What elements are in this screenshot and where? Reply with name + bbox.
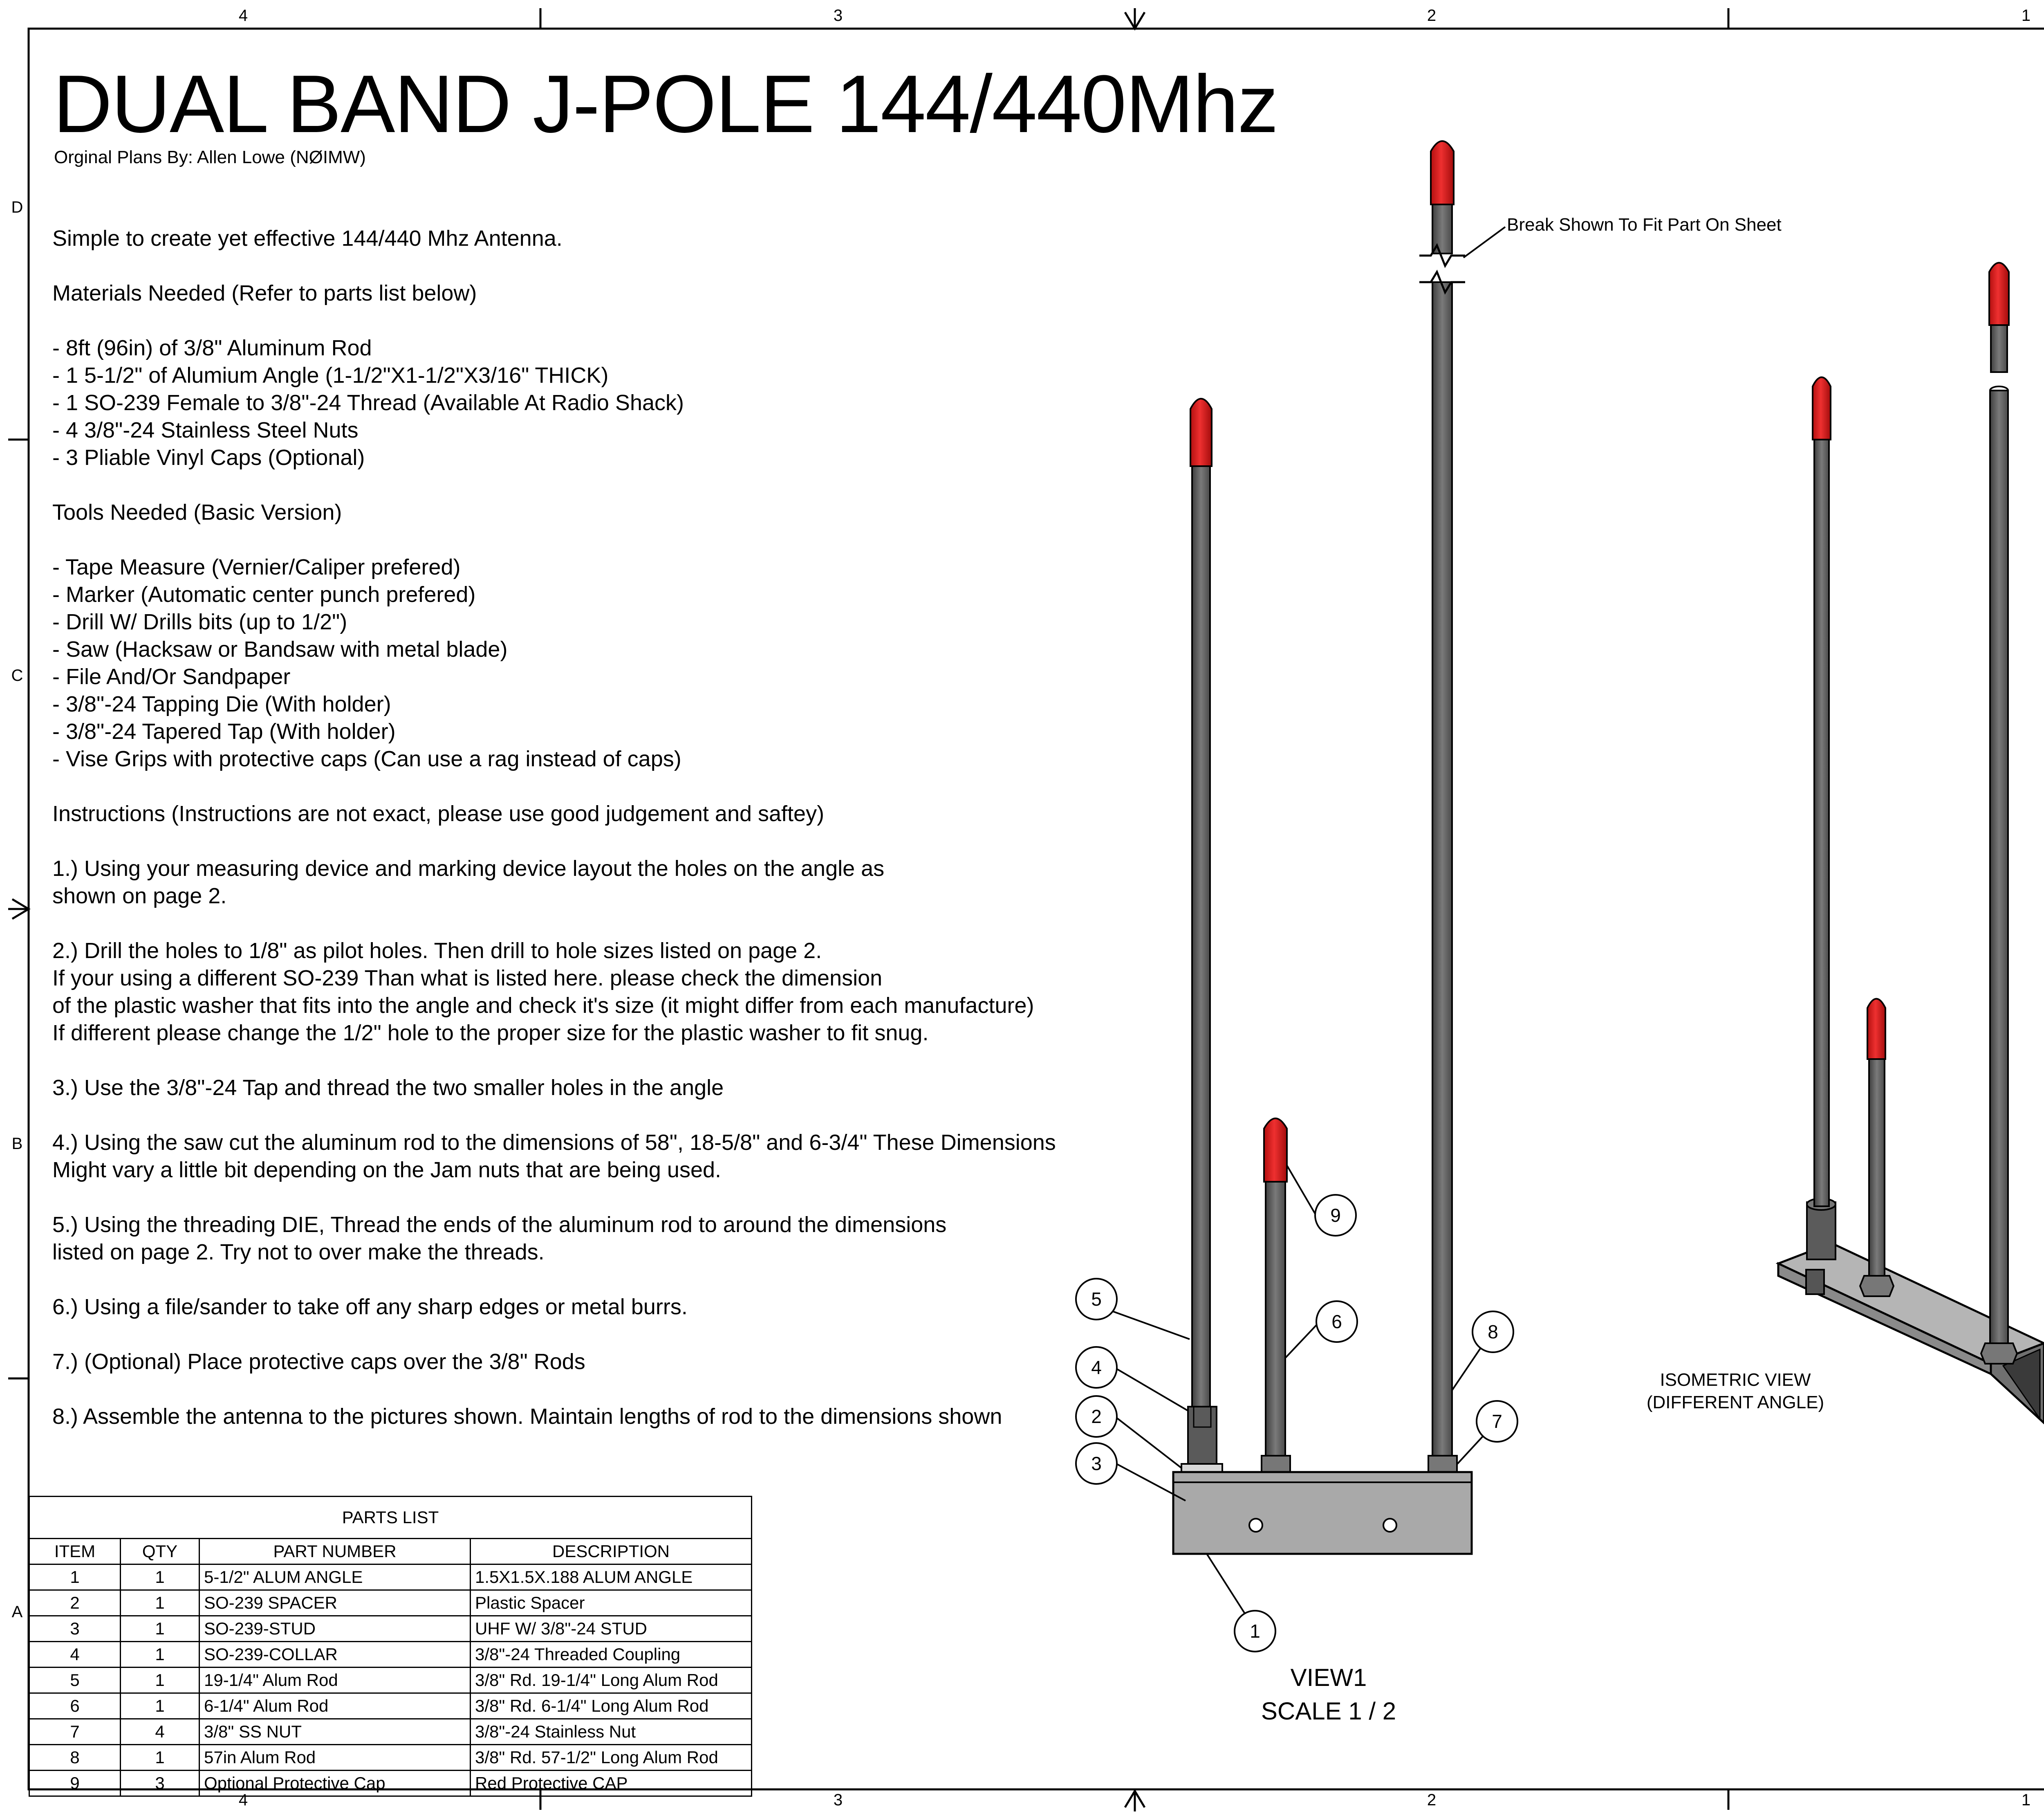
cell-part-number: 5-1/2" ALUM ANGLE: [199, 1564, 471, 1590]
cell-item: 8: [29, 1745, 121, 1771]
callout-2: 2: [1075, 1395, 1118, 1438]
callout-9: 9: [1314, 1194, 1357, 1237]
note-line: shown on page 2.: [52, 884, 227, 908]
note-line: 3.) Use the 3/8"-24 Tap and thread the two smaller holes in the angle: [52, 1075, 724, 1100]
cell-qty: 1: [121, 1616, 199, 1642]
note-line: 8.) Assemble the antenna to the pictures shown. Maintain lengths of rod to the dimensions shown: [52, 1404, 1002, 1429]
cell-part-number: Optional Protective Cap: [199, 1771, 471, 1796]
note-line: listed on page 2. Try not to over make the threads.: [52, 1240, 545, 1264]
cell-item: 4: [29, 1642, 121, 1668]
cell-item: 7: [29, 1719, 121, 1745]
cell-part-number: 6-1/4" Alum Rod: [199, 1693, 471, 1719]
cell-description: Plastic Spacer: [471, 1590, 752, 1616]
note-line: If different please change the 1/2" hole to the proper size for the plastic washer to fit snug.: [52, 1021, 929, 1045]
callout-5: 5: [1075, 1278, 1118, 1320]
note-line: Materials Needed (Refer to parts list below): [52, 281, 477, 305]
cell-item: 9: [29, 1771, 121, 1796]
view-label: VIEW1: [1290, 1664, 1367, 1691]
note-line: - 1 5-1/2" of Alumium Angle (1-1/2"X1-1/2"X3/16" THICK): [52, 363, 609, 388]
zone-col-2-bottom: 2: [1427, 1791, 1437, 1809]
zone-col-4-top: 4: [238, 7, 248, 25]
cell-item: 3: [29, 1616, 121, 1642]
iso-rod-6-quarter: [1869, 1057, 1885, 1278]
zone-row-a-left: A: [11, 1603, 23, 1621]
iso-rod-6-quarter-cap: [1867, 999, 1885, 1059]
iso-long-rod: [1990, 391, 2008, 1343]
cell-part-number: 57in Alum Rod: [199, 1745, 471, 1771]
iso-long-rod-top: [1991, 323, 2007, 372]
callout-6: 6: [1316, 1300, 1358, 1343]
zone-row-c-left: C: [11, 667, 23, 685]
iso-rod-19-quarter-cap: [1813, 377, 1831, 440]
note-line: 7.) (Optional) Place protective caps over the 3/8" Rods: [52, 1349, 585, 1374]
cell-qty: 1: [121, 1642, 199, 1668]
zone-col-3-top: 3: [833, 7, 843, 25]
cell-description: 3/8"-24 Threaded Coupling: [471, 1642, 752, 1668]
cell-part-number: 19-1/4" Alum Rod: [199, 1668, 471, 1693]
note-line: - Saw (Hacksaw or Bandsaw with metal blade): [52, 637, 508, 662]
note-line: - 3/8"-24 Tapered Tap (With holder): [52, 719, 396, 744]
parts-list-caption: PARTS LIST: [29, 1497, 752, 1539]
col-header-item: ITEM: [29, 1539, 121, 1564]
note-line: 1.) Using your measuring device and marking device layout the holes on the angle as: [52, 856, 885, 881]
cell-description: 3/8" Rd. 6-1/4" Long Alum Rod: [471, 1693, 752, 1719]
cell-item: 2: [29, 1590, 121, 1616]
cell-description: UHF W/ 3/8"-24 STUD: [471, 1616, 752, 1642]
cell-description: Red Protective CAP: [471, 1771, 752, 1796]
callout-3: 3: [1075, 1442, 1118, 1485]
note-line: - 4 3/8"-24 Stainless Steel Nuts: [52, 418, 359, 442]
cell-part-number: SO-239 SPACER: [199, 1590, 471, 1616]
iso-long-rod-cap: [1989, 263, 2009, 325]
iso-nut: [1860, 1276, 1894, 1296]
note-line: 5.) Using the threading DIE, Thread the ends of the aluminum rod to around the dimensions: [52, 1212, 947, 1237]
note-line: 6.) Using a file/sander to take off any sharp edges or metal burrs.: [52, 1295, 688, 1319]
note-line: 4.) Using the saw cut the aluminum rod to the dimensions of 58", 18-5/8" and 6-3/4" These Dimensions: [52, 1130, 1056, 1155]
iso-rod-19-quarter: [1814, 438, 1829, 1206]
note-line: - Vise Grips with protective caps (Can use a rag instead of caps): [52, 747, 681, 771]
note-line: - File And/Or Sandpaper: [52, 664, 291, 689]
cell-qty: 1: [121, 1564, 199, 1590]
note-line: - 8ft (96in) of 3/8" Aluminum Rod: [52, 336, 372, 360]
cell-qty: 4: [121, 1719, 199, 1745]
cell-qty: 3: [121, 1771, 199, 1796]
note-line: - Marker (Automatic center punch prefered): [52, 582, 476, 607]
cell-qty: 1: [121, 1590, 199, 1616]
cell-description: 3/8" Rd. 19-1/4" Long Alum Rod: [471, 1668, 752, 1693]
cell-item: 5: [29, 1668, 121, 1693]
cell-item: 6: [29, 1693, 121, 1719]
col-header-qty: QTY: [121, 1539, 199, 1564]
zone-row-b-left: B: [11, 1135, 23, 1153]
col-header-part-number: PART NUMBER: [199, 1539, 471, 1564]
zone-row-d-left: D: [11, 198, 23, 216]
scale-label: SCALE 1 / 2: [1261, 1697, 1396, 1725]
break-note: Break Shown To Fit Part On Sheet: [1507, 215, 1782, 235]
note-line: Might vary a little bit depending on the Jam nuts that are being used.: [52, 1158, 722, 1182]
cell-qty: 1: [121, 1693, 199, 1719]
cell-part-number: 3/8" SS NUT: [199, 1719, 471, 1745]
callout-1: 1: [1234, 1610, 1276, 1652]
credit-line: Orginal Plans By: Allen Lowe (NØIMW): [54, 147, 366, 167]
cell-part-number: SO-239-STUD: [199, 1616, 471, 1642]
note-line: of the plastic washer that fits into the angle and check it's size (it might differ from each manufacture): [52, 993, 1034, 1018]
zone-col-4-bottom: 4: [238, 1791, 248, 1809]
callout-8: 8: [1472, 1311, 1514, 1353]
iso-label-line2: (DIFFERENT ANGLE): [1646, 1392, 1824, 1412]
page-title: DUAL BAND J-POLE 144/440Mhz: [53, 58, 1278, 150]
note-line: If your using a different SO-239 Than what is listed here. please check the dimension: [52, 966, 883, 990]
cell-description: 3/8"-24 Stainless Nut: [471, 1719, 752, 1745]
note-line: 2.) Drill the holes to 1/8" as pilot holes. Then drill to hole sizes listed on page 2.: [52, 938, 822, 963]
note-line: Simple to create yet effective 144/440 Mhz Antenna.: [52, 226, 563, 251]
zone-col-2-top: 2: [1427, 7, 1437, 25]
callout-7: 7: [1476, 1400, 1518, 1443]
note-line: - 3/8"-24 Tapping Die (With holder): [52, 692, 391, 716]
zone-col-1-top: 1: [2021, 7, 2031, 25]
note-line: - 3 Pliable Vinyl Caps (Optional): [52, 445, 365, 470]
note-line: - Tape Measure (Vernier/Caliper prefered): [52, 555, 461, 579]
cell-qty: 1: [121, 1668, 199, 1693]
cell-part-number: SO-239-COLLAR: [199, 1642, 471, 1668]
note-line: Instructions (Instructions are not exact, please use good judgement and saftey): [52, 801, 825, 826]
zone-col-3-bottom: 3: [833, 1791, 843, 1809]
callout-4: 4: [1075, 1346, 1118, 1389]
col-header-description: DESCRIPTION: [471, 1539, 752, 1564]
cell-description: 1.5X1.5X.188 ALUM ANGLE: [471, 1564, 752, 1590]
iso-nut: [1981, 1343, 2017, 1364]
cell-qty: 1: [121, 1745, 199, 1771]
note-line: Tools Needed (Basic Version): [52, 500, 342, 525]
iso-label-line1: ISOMETRIC VIEW: [1660, 1370, 1811, 1390]
zone-col-1-bottom: 1: [2021, 1791, 2031, 1809]
cell-description: 3/8" Rd. 57-1/2" Long Alum Rod: [471, 1745, 752, 1771]
cell-item: 1: [29, 1564, 121, 1590]
note-line: - 1 SO-239 Female to 3/8"-24 Thread (Available At Radio Shack): [52, 391, 684, 415]
note-line: - Drill W/ Drills bits (up to 1/2"): [52, 610, 347, 634]
